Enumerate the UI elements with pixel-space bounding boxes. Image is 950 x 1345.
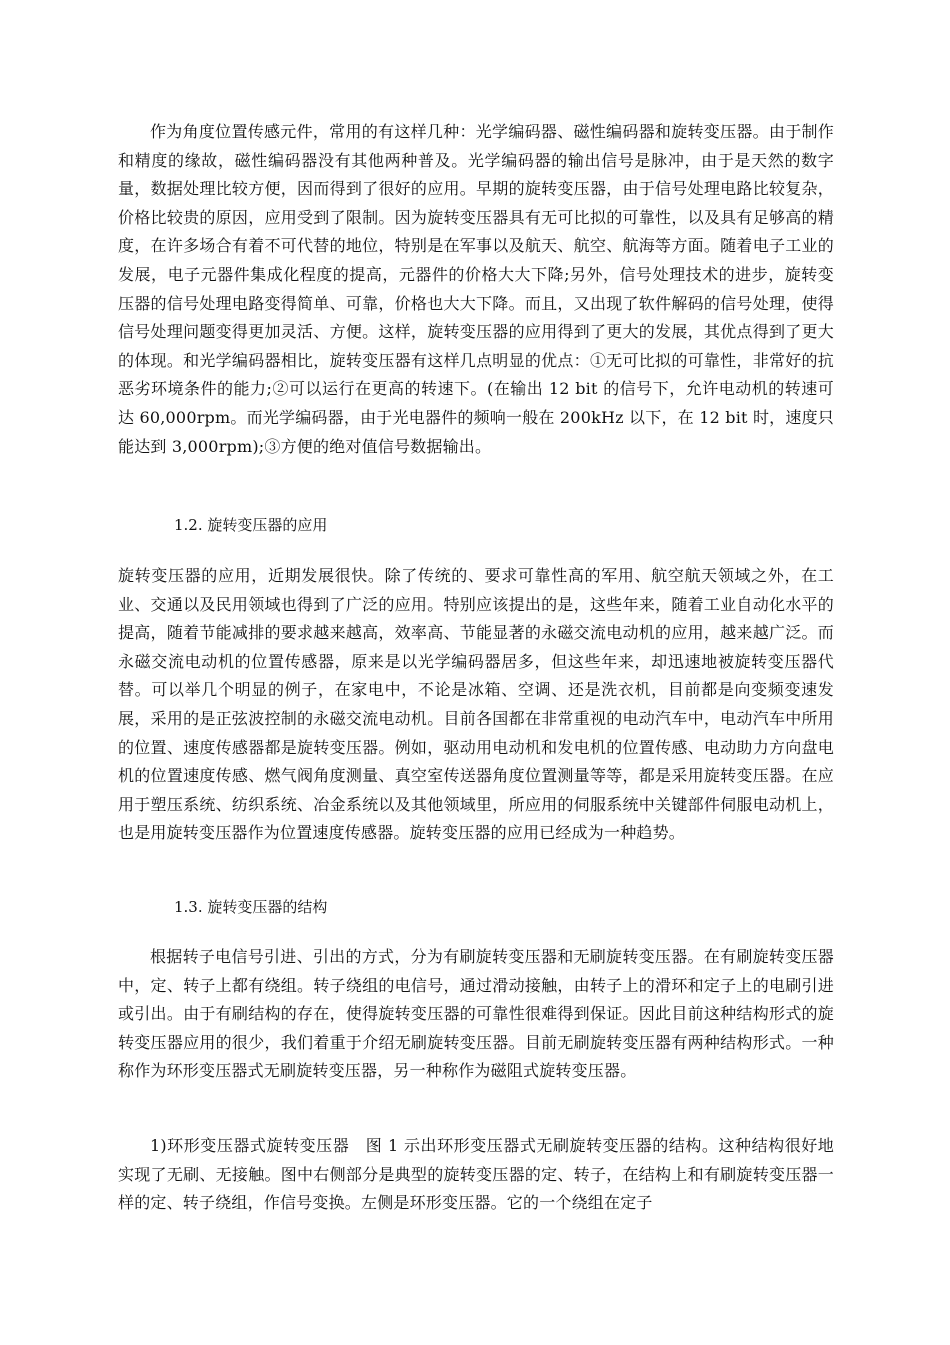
paragraph-structure: 根据转子电信号引进、引出的方式，分为有刷旋转变压器和无刷旋转变压器。在有刷旋转变压器中，定、转子上都有绕组。转子绕组的电信号，通过滑动接触，由转子上的滑环和定子上的电刷引进或引出。由于有刷结构的存在，使得旋转变压器的可靠性很难得到保证。因此目前这种结构形式的旋转变压器应用的很少，我们着重于介绍无刷旋转变压器。目前无刷旋转变压器有两种结构形式。一种称作为环形变压器式无刷旋转变压器，另一种称作为磁阻式旋转变压器。 — [118, 947, 834, 1081]
paragraph-applications: 旋转变压器的应用，近期发展很快。除了传统的、要求可靠性高的军用、航空航天领域之外，在工业、交通以及民用领域也得到了广泛的应用。特别应该提出的是，这些年来，随着工业自动化水平的提高，随着节能减排的要求越来越高，效率高、节能显著的永磁交流电动机的应用，越来越广泛。而永磁交流电动机的位置传感器，原来是以光学编码器居多，但这些年来，却迅速地被旋转变压器代替。可以举几个明显的例子，在家电中，不论是冰箱、空调、还是洗衣机，目前都是向变频变速发展，采用的是正弦波控制的永磁交流电动机。目前各国都在非常重视的电动汽车中，电动汽车中所用的位置、速度传感器都是旋转变压器。例如，驱动用电动机和发电机的位置传感、电动助力方向盘电机的位置速度传感、燃气阀角度测量、真空室传送器角度位置测量等等，都是采用旋转变压器。在应用于塑压系统、纺织系统、冶金系统以及其他领域里，所应用的伺服系统中关键部件伺服电动机上，也是用旋转变压器作为位置速度传感器。旋转变压器的应用已经成为一种趋势。 — [118, 566, 834, 843]
section-heading-applications: 1.2. 旋转变压器的应用 — [174, 516, 328, 534]
paragraph-sensor-types: 作为角度位置传感元件，常用的有这样几种：光学编码器、磁性编码器和旋转变压器。由于制作和精度的缘故，磁性编码器没有其他两种普及。光学编码器的输出信号是脉冲，由于是天然的数字量，数据处理比较方便，因而得到了很好的应用。早期的旋转变压器，由于信号处理电路比较复杂，价格比较贵的原因，应用受到了限制。因为旋转变压器具有无可比拟的可靠性，以及具有足够高的精度，在许多场合有着不可代替的地位，特别是在军事以及航天、航空、航海等方面。随着电子工业的发展，电子元器件集成化程度的提高，元器件的价格大大下降;另外，信号处理技术的进步，旋转变压器的信号处理电路变得简单、可靠，价格也大大下降。而且，又出现了软件解码的信号处理，使得信号处理问题变得更加灵活、方便。这样，旋转变压器的应用得到了更大的发展，其优点得到了更大的体现。和光学编码器相比，旋转变压器有这样几点明显的优点：①无可比拟的可靠性，非常好的抗恶劣环境条件的能力;②可以运行在更高的转速下。(在输出 12 bit 的信号下，允许电动机的转速可达 60,000rpm。而光学编码器，由于光电器件的频响一般在 200kHz 以下，在 12 bit 时，速度只能达到 3,000rpm);③方便的绝对值信号数据输出。 — [118, 122, 834, 456]
section-heading-structure: 1.3. 旋转变压器的结构 — [174, 898, 328, 916]
paragraph-ring-transformer: 1)环形变压器式旋转变压器 图 1 示出环形变压器式无刷旋转变压器的结构。这种结构很好地实现了无刷、无接触。图中右侧部分是典型的旋转变压器的定、转子，在结构上和有刷旋转变压器一样的定、转子绕组，作信号变换。左侧是环形变压器。它的一个绕组在定子 — [118, 1136, 834, 1213]
